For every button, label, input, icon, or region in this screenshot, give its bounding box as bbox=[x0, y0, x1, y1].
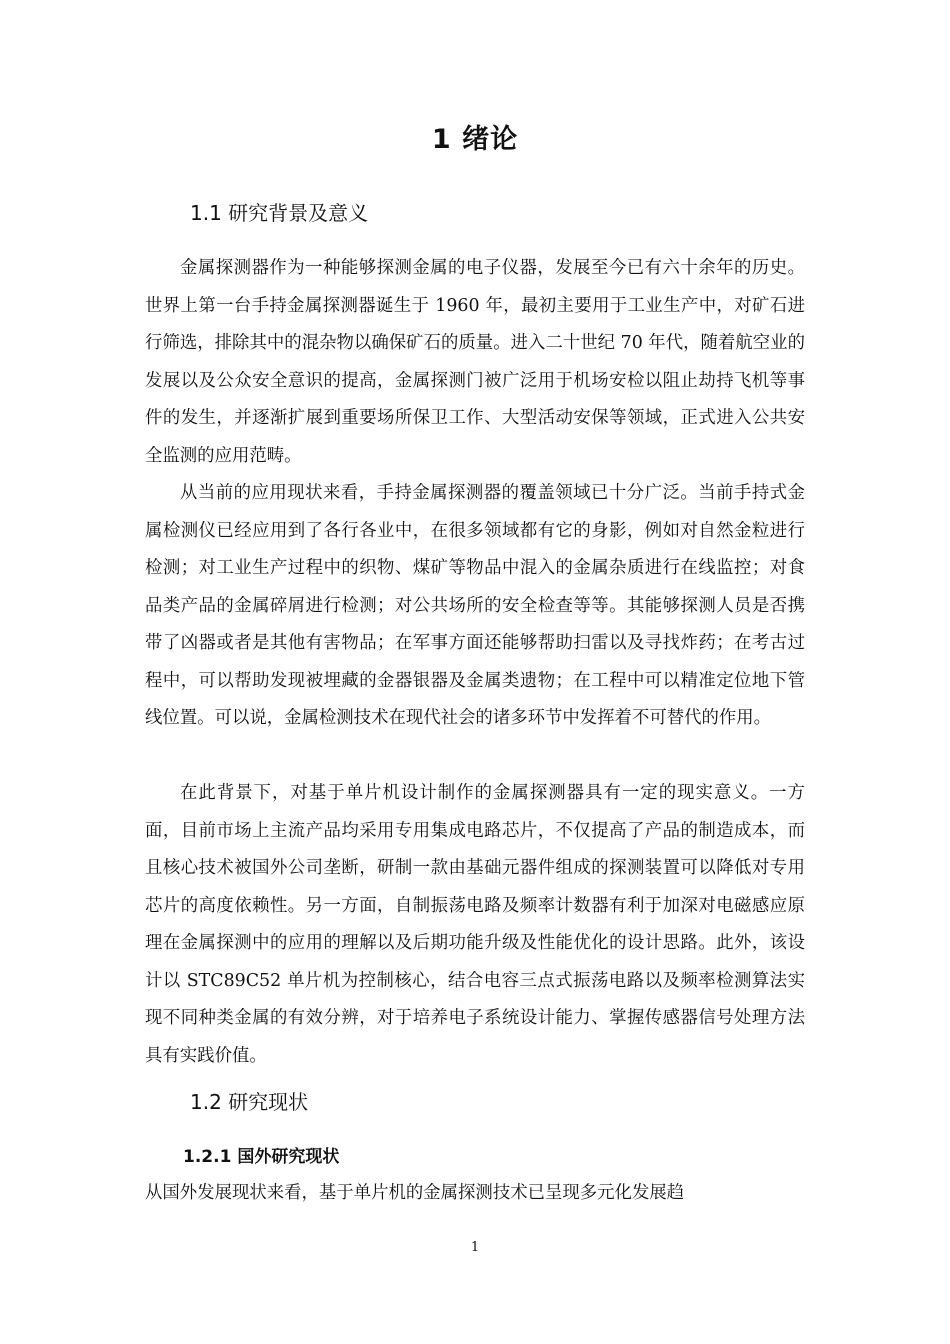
paragraph-foreign-research: 从国外发展现状来看，基于单片机的金属探测技术已呈现多元化发展趋 bbox=[145, 1183, 685, 1203]
paragraph-application-status: 从当前的应用现状来看，手持金属探测器的覆盖领域已十分广泛。当前手持式金属检测仪已经应用到了各行各业中，在很多领域都有它的身影，例如对自然金粒进行检测；对工业生产过程中的织物、煤矿等物品中混入的金属杂质进行在线监控；对食品类产品的金属碎屑进行检测；对公共场所的安全检查等等。其能够探测人员是否携带了凶器或者是其他有害物品；在军事方面还能够帮助扫雷以及寻找炸药；在考古过程中，可以帮助发现被埋藏的金器银器及金属类遗物；在工程中可以精准定位地下管线位置。可以说，金属检测技术在现代社会的诸多环节中发挥着不可替代的作用。 bbox=[145, 483, 805, 728]
chapter-title: 1 绪论 bbox=[431, 124, 519, 155]
section-heading-1-1: 1.1 研究背景及意义 bbox=[190, 201, 369, 225]
paragraph-research-significance: 在此背景下，对基于单片机设计制作的金属探测器具有一定的现实意义。一方面，目前市场上主流产品均采用专用集成电路芯片，不仅提高了产品的制造成本，而且核心技术被国外公司垄断，研制一款由基础元器件组成的探测装置可以降低对专用芯片的高度依赖性。另一方面，自制振荡电路及频率计数器有利于加深对电磁感应原理在金属探测中的应用的理解以及后期功能升级及性能优化的设计思路。此外，该设计以 STC89C52 单片机为控制核心，结合电容三点式振荡电路以及频率检测算法实现不同种类金属的有效分辨，对于培养电子系统设计能力、掌握传感器信号处理方法具有实践价值。 bbox=[145, 783, 805, 1066]
paragraph-background-history: 金属探测器作为一种能够探测金属的电子仪器，发展至今已有六十余年的历史。世界上第一台手持金属探测器诞生于 1960 年，最初主要用于工业生产中，对矿石进行筛选，排除其中的混杂物以确保矿石的质量。进入二十世纪 70 年代，随着航空业的发展以及公众安全意识的提高，金属探测门被广泛用于机场安检以阻止劫持飞机等事件的发生，并逐渐扩展到重要场所保卫工作、大型活动安保等领域，正式进入公共安全监测的应用范畴。 bbox=[145, 258, 805, 466]
section-heading-1-2: 1.2 研究现状 bbox=[190, 1090, 309, 1114]
subsection-heading-1-2-1: 1.2.1 国外研究现状 bbox=[183, 1147, 340, 1167]
page-number: 1 bbox=[470, 1240, 480, 1255]
